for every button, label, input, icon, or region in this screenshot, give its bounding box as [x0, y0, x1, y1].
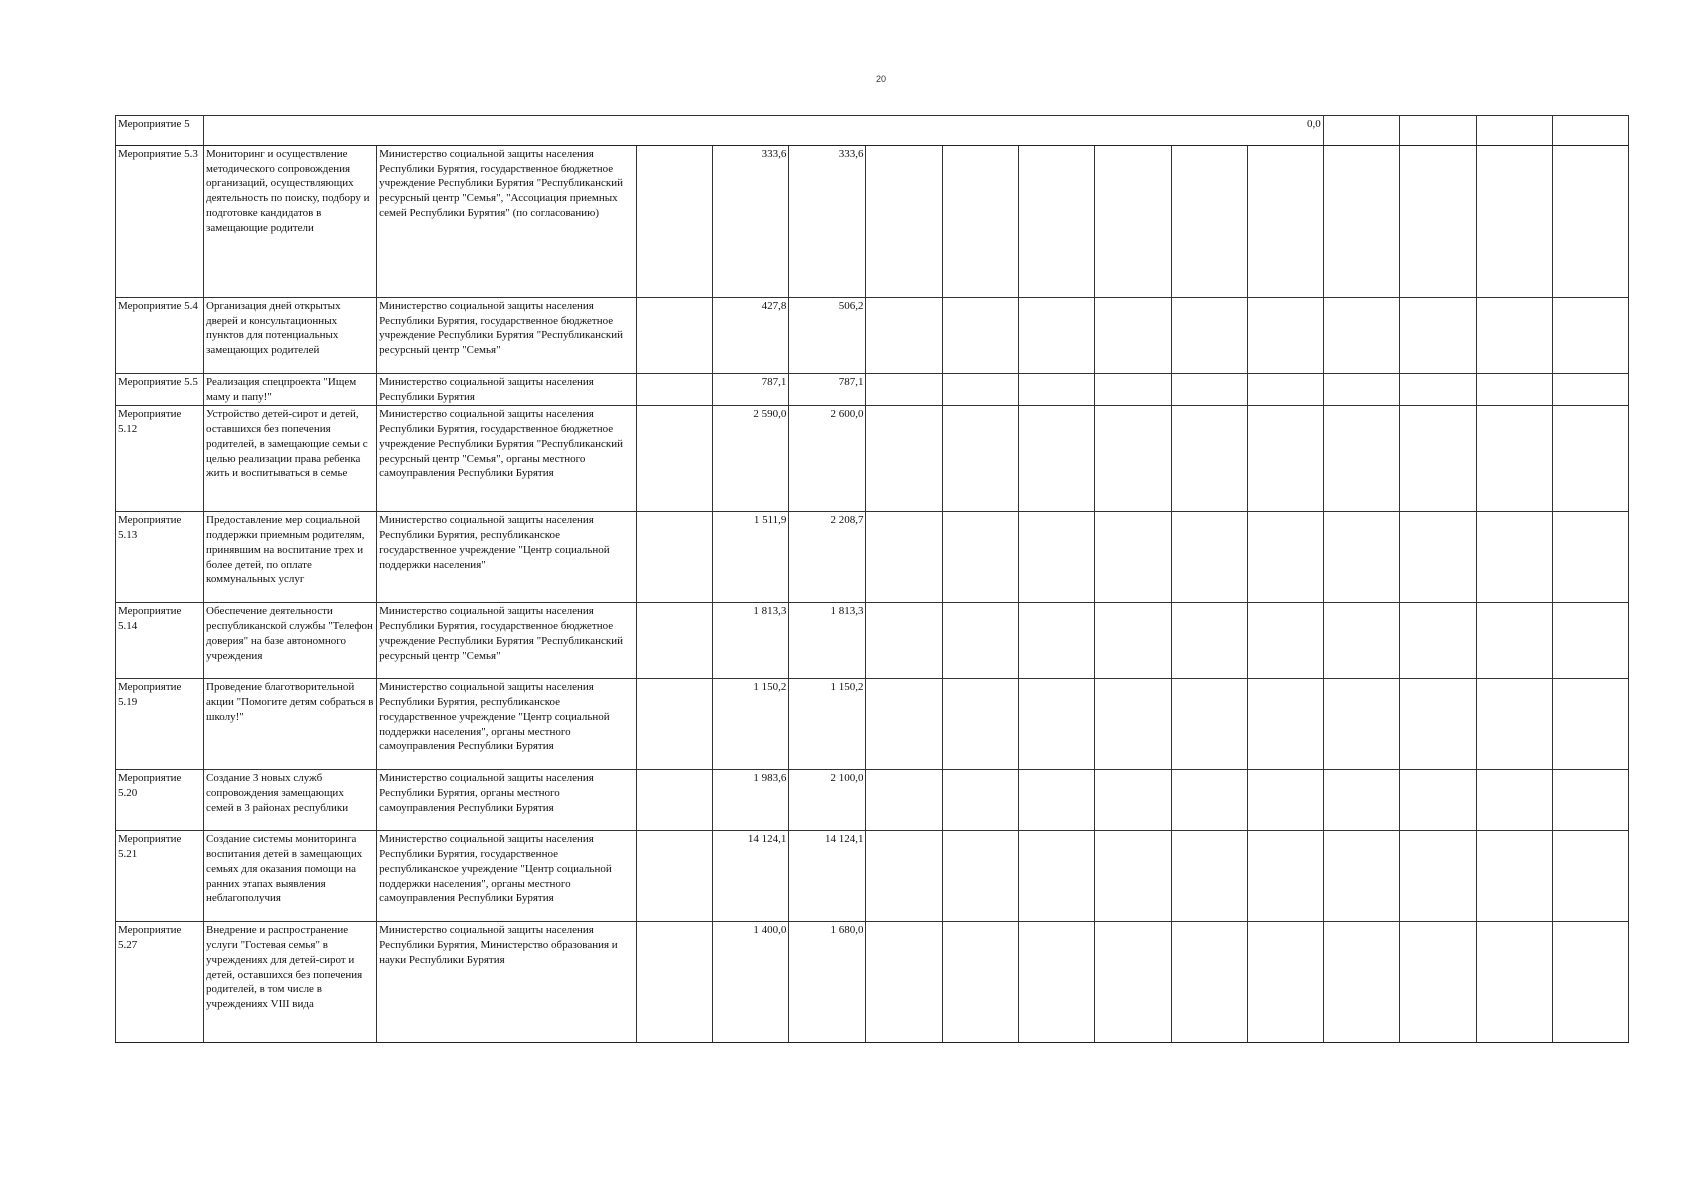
empty-cell: [942, 603, 1018, 679]
empty-cell: [1323, 116, 1399, 146]
empty-cell: [1476, 512, 1552, 603]
empty-cell: [1399, 146, 1476, 298]
activity-name: Обеспечение деятельности республиканской службы "Телефон доверия" на базе автономного учреждения: [204, 603, 377, 679]
empty-cell: [1399, 406, 1476, 512]
empty-cell: [1094, 298, 1171, 374]
empty-cell: [1399, 603, 1476, 679]
activity-value-2: 14 124,1: [789, 831, 866, 922]
table-row: [116, 298, 1629, 374]
empty-cell: [1399, 374, 1476, 406]
empty-cell: [1476, 922, 1552, 1043]
empty-cell: [1018, 374, 1094, 406]
empty-cell: [1018, 603, 1094, 679]
activity-value-1: 2 590,0: [713, 406, 789, 512]
empty-cell: [1018, 770, 1094, 831]
empty-cell: [866, 298, 942, 374]
empty-cell: [637, 770, 713, 831]
empty-cell: [1323, 679, 1399, 770]
empty-cell: [1552, 298, 1628, 374]
activity-5-label: Мероприятие 5: [116, 116, 204, 146]
activity-executor: Министерство социальной защиты населения Республики Бурятия, республиканское государственное учреждение "Центр социальной поддержки населения": [377, 512, 637, 603]
activity-executor: Министерство социальной защиты населения Республики Бурятия: [377, 374, 637, 406]
activity-value-2: 2 100,0: [789, 770, 866, 831]
empty-cell: [1247, 679, 1323, 770]
activity-value-2: 333,6: [789, 146, 866, 298]
activity-value-2: 2 600,0: [789, 406, 866, 512]
activity-5-total: 0,0: [204, 116, 1324, 146]
activity-code: Мероприятие 5.20: [116, 770, 204, 831]
table-row: [116, 512, 1629, 603]
empty-cell: [866, 603, 942, 679]
empty-cell: [866, 679, 942, 770]
empty-cell: [942, 770, 1018, 831]
empty-cell: [1094, 374, 1171, 406]
empty-cell: [866, 922, 942, 1043]
empty-cell: [1323, 406, 1399, 512]
table-row: [116, 603, 1629, 679]
empty-cell: [1018, 512, 1094, 603]
empty-cell: [1399, 831, 1476, 922]
empty-cell: [1094, 512, 1171, 603]
empty-cell: [1171, 512, 1247, 603]
activity-executor: Министерство социальной защиты населения Республики Бурятия, Министерство образования и науки Республики Бурятия: [377, 922, 637, 1043]
empty-cell: [1094, 603, 1171, 679]
empty-cell: [1247, 146, 1323, 298]
empty-cell: [942, 831, 1018, 922]
empty-cell: [1247, 374, 1323, 406]
activity-code: Мероприятие 5.21: [116, 831, 204, 922]
activity-executor: Министерство социальной защиты населения Республики Бурятия, государственное республиканское учреждение "Центр социальной поддержки населения", органы местного самоуправления Республики Бурятия: [377, 831, 637, 922]
activity-code: Мероприятие 5.12: [116, 406, 204, 512]
empty-cell: [1552, 831, 1628, 922]
table-row-activity-5: [116, 116, 1629, 146]
activity-name: Создание системы мониторинга воспитания детей в замещающих семьях для оказания помощи на ранних этапах выявления неблагополучия: [204, 831, 377, 922]
empty-cell: [1247, 831, 1323, 922]
empty-cell: [1018, 831, 1094, 922]
empty-cell: [1476, 770, 1552, 831]
activity-value-1: 1 983,6: [713, 770, 789, 831]
empty-cell: [942, 679, 1018, 770]
empty-cell: [637, 406, 713, 512]
empty-cell: [1476, 116, 1552, 146]
empty-cell: [1323, 298, 1399, 374]
empty-cell: [1171, 831, 1247, 922]
activity-name: Внедрение и распространение услуги "Гостевая семья" в учреждениях для детей-сирот и детей, оставшихся без попечения родителей, в том числе в учреждениях VIII вида: [204, 922, 377, 1043]
empty-cell: [1323, 512, 1399, 603]
activity-value-1: 1 400,0: [713, 922, 789, 1043]
empty-cell: [637, 298, 713, 374]
activity-executor: Министерство социальной защиты населения Республики Бурятия, государственное бюджетное учреждение Республики Бурятия "Республиканский ресурсный центр "Семья": [377, 603, 637, 679]
empty-cell: [1323, 831, 1399, 922]
activity-code: Мероприятие 5.19: [116, 679, 204, 770]
empty-cell: [1476, 374, 1552, 406]
activity-value-1: 787,1: [713, 374, 789, 406]
program-activities-table: [115, 115, 1629, 1043]
empty-cell: [1552, 603, 1628, 679]
empty-cell: [866, 374, 942, 406]
empty-cell: [1476, 406, 1552, 512]
empty-cell: [1552, 116, 1628, 146]
activity-value-2: 506,2: [789, 298, 866, 374]
empty-cell: [1018, 406, 1094, 512]
empty-cell: [637, 146, 713, 298]
activity-executor: Министерство социальной защиты населения Республики Бурятия, государственное бюджетное учреждение Республики Бурятия "Республиканский ресурсный центр "Семья": [377, 298, 637, 374]
activity-name: Устройство детей-сирот и детей, оставшихся без попечения родителей, в замещающие семьи с целью реализации права ребенка жить и воспитываться в семье: [204, 406, 377, 512]
empty-cell: [1323, 374, 1399, 406]
empty-cell: [1476, 298, 1552, 374]
activity-value-2: 2 208,7: [789, 512, 866, 603]
table-row: [116, 922, 1629, 1043]
activity-code: Мероприятие 5.13: [116, 512, 204, 603]
activity-name: Организация дней открытых дверей и консультационных пунктов для потенциальных замещающих родителей: [204, 298, 377, 374]
activity-value-1: 1 150,2: [713, 679, 789, 770]
activity-executor: Министерство социальной защиты населения Республики Бурятия, республиканское государственное учреждение "Центр социальной поддержки населения", органы местного самоуправления Республики Бурятия: [377, 679, 637, 770]
empty-cell: [1552, 679, 1628, 770]
table-row: [116, 374, 1629, 406]
empty-cell: [942, 512, 1018, 603]
empty-cell: [1399, 922, 1476, 1043]
activity-name: Проведение благотворительной акции "Помогите детям собраться в школу!": [204, 679, 377, 770]
activity-executor: Министерство социальной защиты населения Республики Бурятия, органы местного самоуправления Республики Бурятия: [377, 770, 637, 831]
activity-value-2: 1 813,3: [789, 603, 866, 679]
activity-value-2: 1 150,2: [789, 679, 866, 770]
activity-code: Мероприятие 5.14: [116, 603, 204, 679]
empty-cell: [1399, 679, 1476, 770]
empty-cell: [1094, 922, 1171, 1043]
empty-cell: [1552, 374, 1628, 406]
empty-cell: [1399, 298, 1476, 374]
activity-executor: Министерство социальной защиты населения Республики Бурятия, государственное бюджетное учреждение Республики Бурятия "Республиканский ресурсный центр "Семья", "Ассоциация приемных семей Республики Бурятия" (по согласованию): [377, 146, 637, 298]
empty-cell: [637, 512, 713, 603]
empty-cell: [1552, 146, 1628, 298]
activity-value-1: 14 124,1: [713, 831, 789, 922]
activity-value-1: 1 511,9: [713, 512, 789, 603]
table-row: [116, 770, 1629, 831]
empty-cell: [942, 298, 1018, 374]
empty-cell: [1094, 770, 1171, 831]
empty-cell: [1552, 512, 1628, 603]
activity-name: Мониторинг и осуществление методического сопровождения организаций, осуществляющих деятельность по поиску, подбору и подготовке кандидатов в замещающие родители: [204, 146, 377, 298]
empty-cell: [1171, 406, 1247, 512]
table-row: [116, 679, 1629, 770]
empty-cell: [1323, 603, 1399, 679]
activity-value-1: 427,8: [713, 298, 789, 374]
empty-cell: [1323, 922, 1399, 1043]
empty-cell: [1247, 922, 1323, 1043]
empty-cell: [1247, 406, 1323, 512]
table-row: [116, 406, 1629, 512]
activity-value-1: 333,6: [713, 146, 789, 298]
empty-cell: [1552, 922, 1628, 1043]
empty-cell: [942, 922, 1018, 1043]
empty-cell: [1399, 512, 1476, 603]
empty-cell: [1094, 146, 1171, 298]
empty-cell: [1018, 146, 1094, 298]
empty-cell: [1552, 406, 1628, 512]
empty-cell: [1171, 374, 1247, 406]
empty-cell: [942, 406, 1018, 512]
empty-cell: [1476, 146, 1552, 298]
activity-value-2: 1 680,0: [789, 922, 866, 1043]
empty-cell: [866, 512, 942, 603]
page-number: 20: [875, 74, 886, 84]
empty-cell: [1018, 922, 1094, 1043]
empty-cell: [866, 406, 942, 512]
empty-cell: [942, 374, 1018, 406]
empty-cell: [1552, 770, 1628, 831]
empty-cell: [1247, 770, 1323, 831]
empty-cell: [1247, 512, 1323, 603]
empty-cell: [637, 603, 713, 679]
activity-name: Реализация спецпроекта "Ищем маму и папу!": [204, 374, 377, 406]
activity-name: Предоставление мер социальной поддержки приемным родителям, принявшим на воспитание трех и более детей, по оплате коммунальных услуг: [204, 512, 377, 603]
empty-cell: [1018, 298, 1094, 374]
activity-code: Мероприятие 5.5: [116, 374, 204, 406]
empty-cell: [1247, 298, 1323, 374]
empty-cell: [1476, 603, 1552, 679]
table-row: [116, 146, 1629, 298]
empty-cell: [1399, 116, 1476, 146]
empty-cell: [942, 146, 1018, 298]
empty-cell: [637, 374, 713, 406]
empty-cell: [1323, 146, 1399, 298]
empty-cell: [1171, 146, 1247, 298]
empty-cell: [866, 146, 942, 298]
activity-code: Мероприятие 5.4: [116, 298, 204, 374]
empty-cell: [1171, 298, 1247, 374]
empty-cell: [637, 831, 713, 922]
empty-cell: [1171, 679, 1247, 770]
activity-value-2: 787,1: [789, 374, 866, 406]
activity-value-1: 1 813,3: [713, 603, 789, 679]
empty-cell: [1094, 679, 1171, 770]
empty-cell: [1476, 679, 1552, 770]
empty-cell: [1171, 922, 1247, 1043]
empty-cell: [866, 831, 942, 922]
empty-cell: [1399, 770, 1476, 831]
empty-cell: [1018, 679, 1094, 770]
empty-cell: [1094, 406, 1171, 512]
activity-code: Мероприятие 5.27: [116, 922, 204, 1043]
activity-executor: Министерство социальной защиты населения Республики Бурятия, государственное бюджетное учреждение Республики Бурятия "Республиканский ресурсный центр "Семья", органы местного самоуправления Республики Бурятия: [377, 406, 637, 512]
activity-name: Создание 3 новых служб сопровождения замещающих семей в 3 районах республики: [204, 770, 377, 831]
activity-code: Мероприятие 5.3: [116, 146, 204, 298]
empty-cell: [866, 770, 942, 831]
empty-cell: [637, 922, 713, 1043]
empty-cell: [1323, 770, 1399, 831]
empty-cell: [1476, 831, 1552, 922]
empty-cell: [1171, 770, 1247, 831]
empty-cell: [637, 679, 713, 770]
empty-cell: [1247, 603, 1323, 679]
empty-cell: [1171, 603, 1247, 679]
empty-cell: [1094, 831, 1171, 922]
table-row: [116, 831, 1629, 922]
